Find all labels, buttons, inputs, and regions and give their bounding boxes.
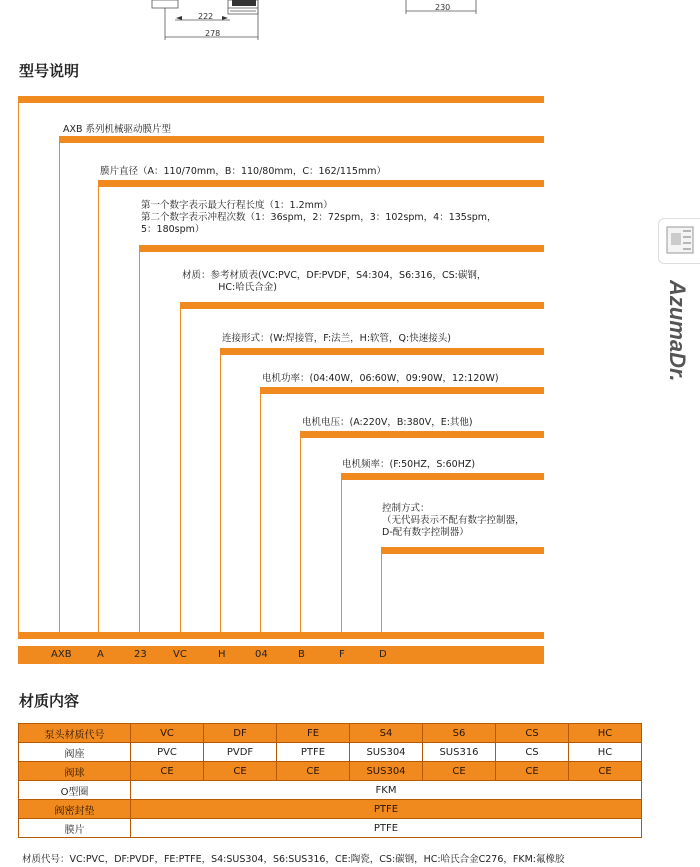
bar-3 [139,245,544,252]
table-cell: CE [423,762,496,781]
table-cell: CE [131,762,204,781]
code-axb: AXB [51,649,72,660]
side-thumbnail-tab[interactable] [658,218,700,264]
bar-9 [381,547,544,554]
table-cell: HC [569,743,642,762]
label-connection: 连接形式：(W:焊接管，F:法兰，H:软管，Q:快速接头) [222,333,451,344]
materials-table [18,723,642,838]
code-vc: VC [173,649,187,660]
table-cell: 阀球 [19,762,131,781]
table-cell: S4 [350,724,423,743]
code-d: D [379,649,387,660]
label-series: AXB 系列机械驱动膜片型 [63,124,172,135]
table-row [19,819,642,838]
table-row [19,762,642,781]
pump-dimension-drawing [0,0,700,55]
table-cell: SUS304 [350,762,423,781]
table-cell: 膜片 [19,819,131,838]
table-cell: HC [569,724,642,743]
table-cell: PTFE [131,800,642,819]
code-f: F [339,649,345,660]
bar-2 [98,180,544,187]
table-row [19,800,642,819]
table-cell: 阀密封垫 [19,800,131,819]
table-cell: CE [277,762,350,781]
table-cell: CS [496,724,569,743]
table-cell: PVC [131,743,204,762]
materials-section-title: 材质内容 [19,692,80,710]
label-motor-frequency: 电机频率：(F:50HZ，S:60HZ) [342,459,476,470]
label-control: 控制方式： （无代码表示不配有数字控制器， D-配有数字控制器） [382,503,525,538]
bar-8 [341,473,544,480]
table-cell: VC [131,724,204,743]
table-cell: CS [496,743,569,762]
bar-1 [59,136,544,143]
table-cell: CE [496,762,569,781]
table-cell: PTFE [131,819,642,838]
model-section-title: 型号说明 [19,62,80,80]
label-stroke: 第一个数字表示最大行程长度（1：1.2mm） 第二个数字表示冲程次数（1：36spm，2：72spm，3：102spm，4：135spm， 5：180spm） [141,200,497,235]
table-cell: 泵头材质代号 [19,724,131,743]
table-cell: PVDF [204,743,277,762]
table-cell: S6 [423,724,496,743]
code-04: 04 [255,649,268,660]
label-motor-voltage: 电机电压：(A:220V，B:380V，E:其他) [302,417,473,428]
code-23: 23 [134,649,147,660]
dimension-230: 230 [435,3,451,12]
table-cell: 阀座 [19,743,131,762]
table-cell: O型圈 [19,781,131,800]
label-diaphragm-diameter: 膜片直径（A：110/70mm，B：110/80mm，C：162/115mm） [100,166,386,177]
table-cell: PTFE [277,743,350,762]
brand-text: AzumaDr. [665,280,690,382]
code-b: B [298,649,305,660]
table-cell: SUS304 [350,743,423,762]
pump-thumbnail-icon [659,219,699,261]
bar-4 [180,302,544,309]
table-cell: FE [277,724,350,743]
bar-5 [220,348,544,355]
table-cell: CE [204,762,277,781]
azumadr-brand-logo [662,280,696,430]
table-row [19,781,642,800]
bar-7 [300,431,544,438]
bar-bottom [18,632,544,639]
table-row [19,743,642,762]
label-motor-power: 电机功率：(04:40W，06:60W，09:90W，12:120W) [262,373,499,384]
label-material: 材质：参考材质表(VC:PVC，DF:PVDF，S4:304，S6:316，CS:碳钢， HC:哈氏合金) [182,270,487,293]
table-header-row [19,724,642,743]
bar-0 [18,96,544,103]
bar-6 [260,387,544,394]
table-cell: FKM [131,781,642,800]
table-cell: CE [569,762,642,781]
table-cell: DF [204,724,277,743]
code-a: A [97,649,104,660]
table-cell: SUS316 [423,743,496,762]
code-h: H [218,649,226,660]
material-code-note: 材质代号：VC:PVC，DF:PVDF，FE:PTFE，S4:SUS304，S6:SUS316，CE:陶瓷，CS:碳钢，HC:哈氏合金C276，FKM:氟橡胶 [22,854,565,865]
dimension-222: 222 [198,12,214,21]
dimension-278: 278 [205,29,221,38]
